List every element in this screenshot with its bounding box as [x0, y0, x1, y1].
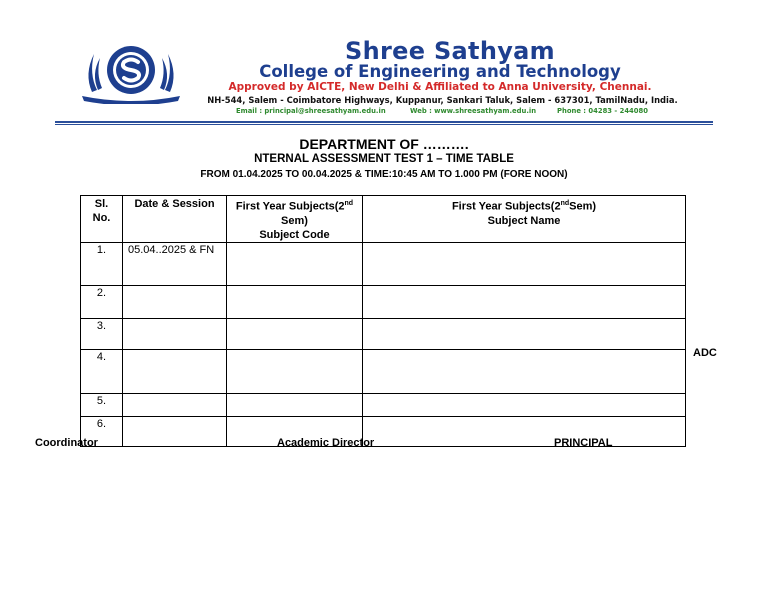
cell-name — [363, 318, 686, 349]
table-row — [81, 393, 686, 416]
cell-date — [123, 285, 227, 318]
table-header-row — [81, 196, 686, 243]
cell-code — [227, 349, 363, 393]
cell-sl: 2. — [81, 285, 123, 318]
cell-date — [123, 416, 227, 446]
cell-name — [363, 416, 686, 446]
approval-line: Approved by AICTE, New Delhi & Affiliated to Anna University, Chennai. — [228, 81, 652, 93]
cell-sl: 6. — [81, 416, 123, 446]
header-subject-code: First Year Subjects(2nd Sem) Subject Code — [227, 196, 363, 243]
cell-date — [123, 393, 227, 416]
college-name: Shree Sathyam — [345, 37, 555, 65]
contact-email: Email : principal@shreesathyam.edu.in — [236, 107, 386, 115]
table-row — [81, 285, 686, 318]
cell-date — [123, 318, 227, 349]
contact-phone: Phone : 04283 - 244080 — [557, 107, 648, 115]
cell-date: 05.04..2025 & FN — [123, 242, 227, 285]
cell-name — [363, 285, 686, 318]
header-sl-no: Sl. No. — [81, 196, 123, 243]
adc-label: ADC — [693, 347, 717, 359]
table-row — [81, 318, 686, 349]
contact-web: Web : www.shreesathyam.edu.in — [410, 107, 537, 115]
cell-sl: 4. — [81, 349, 123, 393]
college-subtitle: College of Engineering and Technology — [259, 62, 621, 81]
college-logo-icon — [78, 40, 184, 104]
signature-coordinator: Coordinator — [35, 437, 98, 449]
timetable — [80, 195, 686, 447]
header-divider-thin — [55, 124, 713, 125]
address-line: NH-544, Salem - Coimbatore Highways, Kuppanur, Sankari Taluk, Salem - 637301, TamilNadu, India. — [207, 95, 678, 105]
cell-code — [227, 318, 363, 349]
cell-name — [363, 393, 686, 416]
signature-principal: PRINCIPAL — [554, 437, 613, 449]
test-title: NTERNAL ASSESSMENT TEST 1 – TIME TABLE — [254, 153, 514, 165]
schedule-line: FROM 01.04.2025 TO 00.04.2025 & TIME:10:45 AM TO 1.000 PM (FORE NOON) — [200, 169, 568, 180]
header-date-session: Date & Session — [123, 196, 227, 243]
cell-date — [123, 349, 227, 393]
signature-academic-director: Academic Director — [277, 437, 375, 449]
cell-code — [227, 285, 363, 318]
cell-sl: 1. — [81, 242, 123, 285]
header-divider — [55, 121, 713, 123]
cell-code — [227, 242, 363, 285]
header-subject-name: First Year Subjects(2ndSem) Subject Name — [363, 196, 686, 243]
department-title: DEPARTMENT OF ………. — [299, 136, 469, 152]
cell-name — [363, 242, 686, 285]
cell-name — [363, 349, 686, 393]
cell-code — [227, 393, 363, 416]
cell-sl: 3. — [81, 318, 123, 349]
table-row — [81, 242, 686, 285]
table-row — [81, 349, 686, 393]
cell-sl: 5. — [81, 393, 123, 416]
